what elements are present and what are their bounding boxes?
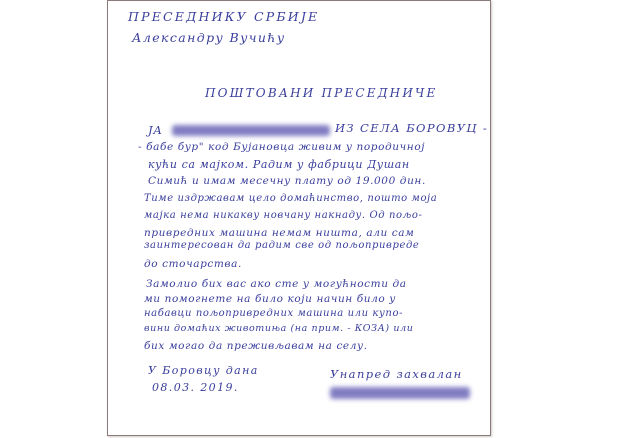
addressee-line-2: Александру Вучићу: [132, 30, 286, 45]
body-line-14: бих могао да преживљавам на селу.: [144, 340, 368, 352]
body-line-4: Симић и имам месечну плату од 19.000 дин.: [148, 175, 426, 187]
body-line-1: ЈА: [148, 123, 163, 137]
salutation: ПОШТОВАНИ ПРЕСЕДНИЧЕ: [205, 86, 438, 100]
body-line-12: набавци пољопривредних машина или купо-: [144, 308, 404, 319]
redacted-signature: [330, 387, 470, 399]
body-line-10: Замолио бих вас ако сте у могућности да: [146, 278, 407, 290]
body-line-9: до сточарства.: [144, 258, 242, 270]
body-line-3: кући са мајком. Радим у фабрици Душан: [148, 158, 410, 171]
body-line-2: - бабе бур" код Бујановца живим у породичној: [138, 141, 426, 153]
body-line-11: ми помогнете на било који начин било у: [144, 293, 396, 305]
body-line-8: заинтересован да радим све од пољопривреде: [144, 240, 420, 251]
letter-sheet: [107, 0, 491, 436]
place-date-line-2: 08.03. 2019.: [152, 381, 239, 394]
addressee-line-1: ПРЕСЕДНИКУ СРБИЈЕ: [128, 9, 320, 24]
body-line-5: Тиме издржавам цело домаћинство, пошто моја: [144, 193, 438, 204]
body-line-13: вини домаћих животиња (на прим. - КОЗА) или: [144, 323, 414, 334]
redacted-name: [172, 125, 330, 136]
body-line-7: привредних машина немам ништа, али сам: [144, 227, 415, 239]
place-date-line-1: У Боровцу дана: [148, 364, 259, 377]
body-line-6: мајка нема никакву новчану накнаду. Од пољо-: [144, 210, 423, 221]
body-line-1-cont: ИЗ СЕЛА БОРОВУЦ -: [335, 121, 489, 135]
closing-line: Унапред захвалан: [330, 367, 463, 381]
